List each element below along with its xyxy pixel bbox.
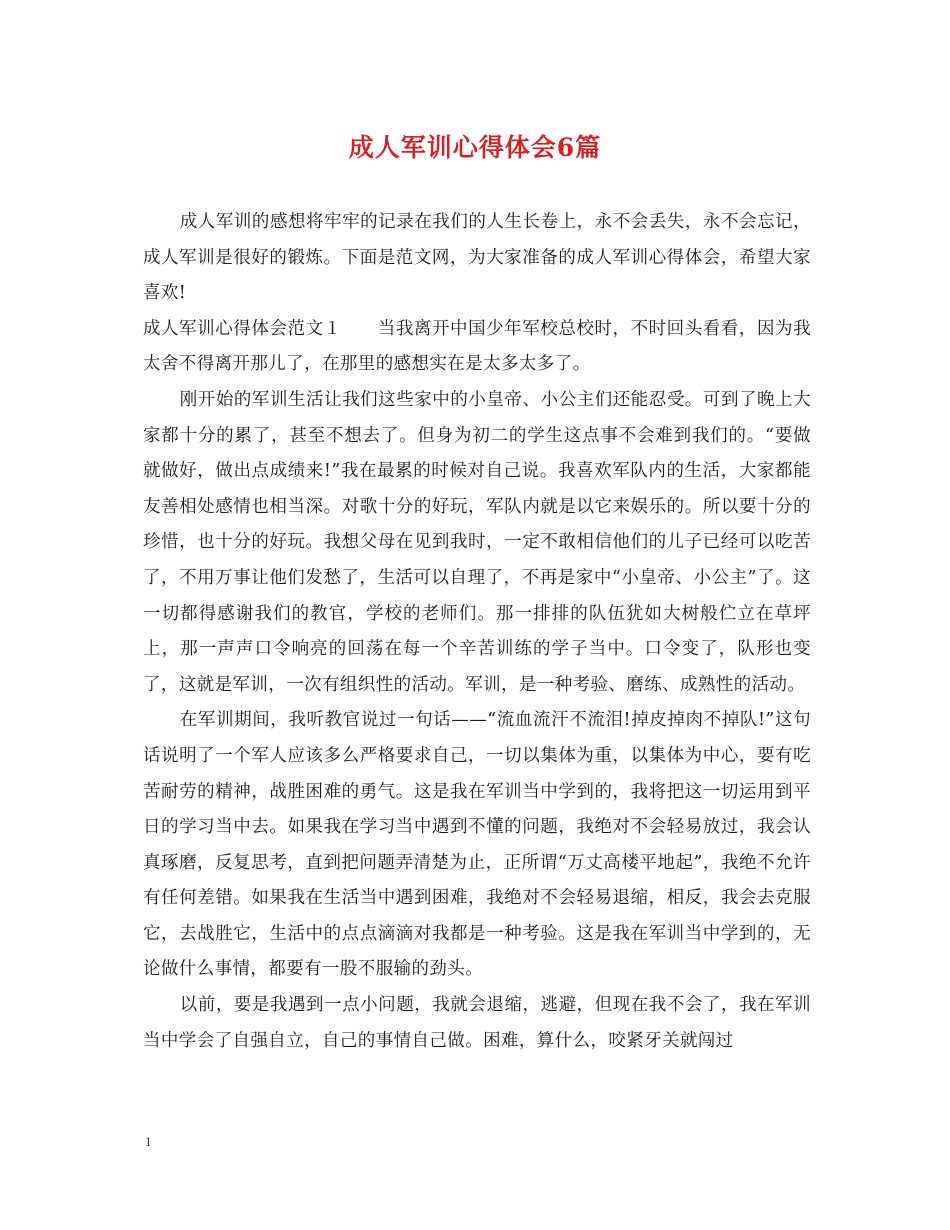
body-paragraph: 在军训期间，我听教官说过一句话——“流血流汗不流泪!掉皮掉肉不掉队!”这句话说明了一个军人应该多么严格要求自己，一切以集体为重，以集体为中心，要有吃苦耐劳的精神，战胜困难的勇气。这是我在军训当中学到的，我将把这一切运用到平日的学习当中去。如果我在学习当中遇到不懂的问题，我绝对不会轻易放过，我会认真琢磨，反复思考，直到把问题弄清楚为止，正所谓“万丈高楼平地起”，我绝不允许有任何差错。如果我在生活当中遇到困难，我绝对不会轻易退缩，相反，我会去克服它，去战胜它，生活中的点点滴滴对我都是一种考验。这是我在军训当中学到的，无论做什么事情，都要有一股不服输的劲头。	[143, 710, 811, 980]
sample-paragraph-1	[143, 312, 811, 383]
document-title: 成人军训心得体会6篇	[348, 133, 602, 162]
sample-opening-text: 当我离开中国少年军校总校时，不时回头看看，因为我太舍不得离开那儿了，在那里的感想实在是太多太多了。	[143, 318, 811, 375]
page-number: 1	[145, 1134, 152, 1149]
body-paragraph: 刚开始的军训生活让我们这些家中的小皇帝、小公主们还能忍受。可到了晚上大家都十分的累了，甚至不想去了。但身为初二的学生这点事不会难到我们的。“要做就做好，做出点成绩来!”我在最累的时候对自己说。我喜欢军队内的生活，大家都能友善相处感情也相当深。对歌十分的好玩，军队内就是以它来娱乐的。所以要十分的珍惜，也十分的好玩。我想父母在见到我时，一定不敢相信他们的儿子已经可以吃苦了，不用万事让他们发愁了，生活可以自理了，不再是家中“小皇帝、小公主”了。这一切都得感谢我们的教官，学校的老师们。那一排排的队伍犹如大树般伫立在草坪上，那一声声口令响亮的回荡在每一个辛苦训练的学子当中。口令变了，队形也变了，这就是军训，一次有组织性的活动。军训，是一种考验、磨练、成熟性的活动。	[143, 389, 811, 695]
intro-paragraph: 成人军训的感想将牢牢的记录在我们的人生长卷上，永不会丢失，永不会忘记，成人军训是很好的锻炼。下面是范文网，为大家准备的成人军训心得体会，希望大家喜欢!	[143, 212, 811, 304]
body-paragraph: 以前，要是我遇到一点小问题，我就会退缩，逃避，但现在我不会了，我在军训当中学会了自强自立，自己的事情自己做。困难，算什么，咬紧牙关就闯过	[143, 995, 811, 1051]
document-body	[143, 205, 811, 1059]
sample-heading: 成人军训心得体会范文１	[143, 318, 342, 339]
